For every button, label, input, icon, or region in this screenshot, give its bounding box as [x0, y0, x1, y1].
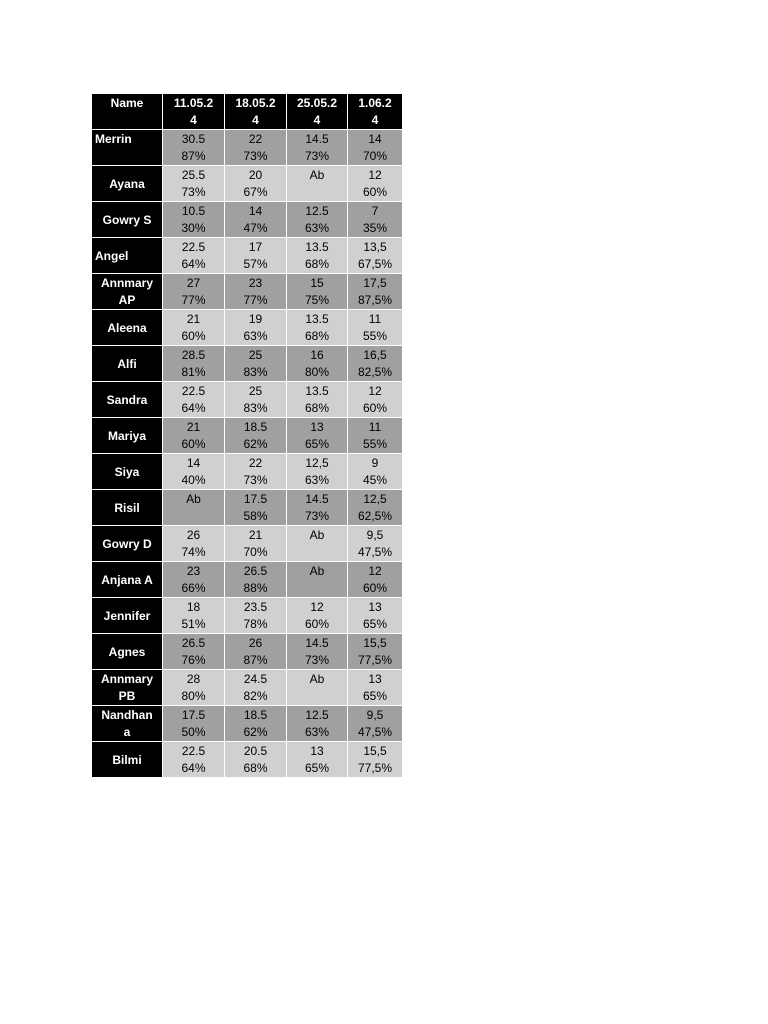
student-name-line: Gowry S — [102, 212, 152, 227]
score-cell — [287, 130, 348, 166]
score-percent: 40% — [181, 473, 206, 487]
score-percent: 62% — [243, 725, 268, 739]
score-value: 16 — [310, 348, 324, 362]
score-cell — [225, 670, 287, 706]
score-percent: 45% — [362, 473, 388, 487]
score-value: 13.5 — [305, 240, 329, 254]
student-name — [92, 274, 163, 310]
score-value: 12 — [368, 384, 382, 398]
score-value: 12.5 — [305, 204, 329, 218]
table-row — [92, 130, 403, 166]
score-cell — [225, 526, 287, 562]
student-name-line: a — [123, 725, 131, 739]
score-cell — [287, 670, 348, 706]
score-cell — [287, 526, 348, 562]
score-percent: 60% — [362, 185, 388, 199]
score-value: 13 — [310, 744, 324, 758]
score-value: 14 — [248, 204, 263, 218]
score-percent: 77,5% — [357, 653, 393, 667]
score-percent: 83% — [243, 365, 268, 379]
score-value: 14 — [186, 456, 201, 470]
score-cell — [287, 382, 348, 418]
score-cell — [225, 418, 287, 454]
score-cell — [163, 742, 225, 778]
score-percent: 62,5% — [357, 509, 393, 523]
student-name — [92, 130, 163, 166]
student-name-line: Alfi — [117, 356, 137, 371]
score-percent: 74% — [181, 545, 206, 559]
score-cell — [287, 742, 348, 778]
score-value: 18 — [186, 600, 201, 614]
score-cell — [287, 238, 348, 274]
table-row — [92, 166, 403, 202]
score-cell — [163, 670, 225, 706]
score-value: 23.5 — [243, 600, 268, 614]
score-cell — [225, 382, 287, 418]
score-percent: 65% — [362, 617, 388, 631]
student-name-line: Risil — [114, 500, 140, 515]
score-percent: 35% — [362, 221, 388, 235]
score-value: 28.5 — [181, 348, 206, 362]
score-percent: 73% — [304, 149, 330, 163]
score-cell — [348, 310, 403, 346]
score-percent: 64% — [181, 401, 206, 415]
score-percent: 87% — [181, 149, 206, 163]
score-cell — [163, 202, 225, 238]
table-row — [92, 742, 403, 778]
score-percent: 30% — [181, 221, 206, 235]
score-value: 14.5 — [305, 636, 329, 650]
student-name — [92, 346, 163, 382]
table-row — [92, 346, 403, 382]
score-percent: 51% — [181, 617, 206, 631]
score-value: 23 — [186, 564, 201, 578]
score-value: 16,5 — [363, 348, 387, 362]
score-value: 11 — [368, 312, 382, 326]
score-percent: 78% — [243, 617, 268, 631]
score-cell — [287, 490, 348, 526]
student-name-line: Nandhan — [101, 708, 153, 722]
score-value: 26 — [186, 528, 201, 542]
score-cell — [348, 382, 403, 418]
score-cell — [287, 454, 348, 490]
score-value: 17 — [248, 240, 263, 254]
table-row — [92, 598, 403, 634]
table-row — [92, 310, 403, 346]
score-value: 15,5 — [363, 744, 387, 758]
score-percent: 63% — [304, 473, 330, 487]
score-percent: 60% — [181, 437, 206, 451]
score-percent: 67% — [243, 185, 268, 199]
score-cell — [163, 598, 225, 634]
score-cell — [348, 598, 403, 634]
score-value: 12 — [368, 564, 382, 578]
student-name-line: Siya — [114, 464, 140, 479]
score-percent: 65% — [304, 437, 330, 451]
score-cell — [348, 274, 403, 310]
score-value: 12 — [310, 600, 324, 614]
score-value: 13 — [368, 672, 382, 686]
score-percent: 60% — [304, 617, 330, 631]
score-value: 21 — [248, 528, 263, 542]
score-percent: 64% — [181, 257, 206, 271]
student-name-line: Annmary — [100, 276, 153, 290]
score-value: 15 — [310, 276, 324, 290]
score-value: 23 — [248, 276, 263, 290]
score-cell — [163, 526, 225, 562]
score-percent: 68% — [304, 401, 330, 415]
score-value: 14.5 — [305, 132, 329, 146]
score-value: 20.5 — [243, 744, 268, 758]
score-cell — [348, 346, 403, 382]
student-name-line: Angel — [95, 248, 129, 263]
score-cell — [163, 454, 225, 490]
table-row — [92, 670, 403, 706]
score-value: 24.5 — [243, 672, 268, 686]
score-cell — [287, 202, 348, 238]
score-cell — [225, 706, 287, 742]
student-name-line: Mariya — [107, 428, 147, 443]
table-row — [92, 382, 403, 418]
table-row — [92, 202, 403, 238]
score-value: 13 — [368, 600, 382, 614]
score-percent: 82,5% — [357, 365, 393, 379]
student-name-line: Sandra — [106, 392, 148, 407]
score-cell — [225, 130, 287, 166]
student-name-line: Ayana — [109, 176, 145, 191]
score-percent: 83% — [243, 401, 268, 415]
score-cell — [348, 490, 403, 526]
score-value: Ab — [309, 672, 325, 686]
score-percent: 73% — [304, 509, 330, 523]
score-cell — [348, 238, 403, 274]
score-value: 15,5 — [363, 636, 387, 650]
student-name — [92, 598, 163, 634]
student-name-line: Gowry D — [102, 536, 152, 551]
score-percent: 68% — [304, 329, 330, 343]
student-name — [92, 382, 163, 418]
score-value: 27 — [186, 276, 201, 290]
score-cell — [287, 310, 348, 346]
header-date-3: 25.05.2 4 — [287, 94, 348, 130]
score-value: Ab — [309, 564, 325, 578]
score-percent: 73% — [243, 149, 268, 163]
score-cell — [225, 742, 287, 778]
header-date-2: 18.05.2 4 — [225, 94, 287, 130]
score-cell — [225, 202, 287, 238]
student-name-line: Anjana A — [101, 572, 153, 587]
score-value: 22 — [248, 132, 263, 146]
score-percent: 88% — [243, 581, 268, 595]
score-value: 11 — [368, 420, 382, 434]
score-value: 9,5 — [366, 708, 384, 722]
student-name — [92, 526, 163, 562]
score-cell — [287, 562, 348, 598]
score-cell — [348, 562, 403, 598]
score-cell — [287, 274, 348, 310]
score-value: 26.5 — [181, 636, 206, 650]
score-cell — [163, 490, 225, 526]
score-percent: 81% — [181, 365, 206, 379]
score-value: 22 — [248, 456, 263, 470]
score-value: 13.5 — [305, 312, 329, 326]
table-row — [92, 634, 403, 670]
score-value: 9 — [371, 456, 379, 470]
score-cell — [348, 634, 403, 670]
score-cell — [287, 418, 348, 454]
score-percent: 76% — [181, 653, 206, 667]
score-cell — [348, 454, 403, 490]
table-row — [92, 418, 403, 454]
score-value: 22.5 — [181, 384, 206, 398]
score-value: 10.5 — [181, 204, 206, 218]
score-percent: 50% — [181, 725, 206, 739]
score-percent: 73% — [243, 473, 268, 487]
score-cell — [348, 526, 403, 562]
score-percent: 82% — [243, 689, 268, 703]
score-percent: 63% — [304, 221, 330, 235]
score-percent: 47% — [243, 221, 268, 235]
score-value: 12 — [368, 168, 382, 182]
score-value: Ab — [309, 528, 325, 542]
score-percent: 73% — [181, 185, 206, 199]
table-row — [92, 454, 403, 490]
score-cell — [225, 346, 287, 382]
score-value: 13,5 — [363, 240, 387, 254]
score-value: 21 — [186, 420, 201, 434]
score-cell — [163, 238, 225, 274]
score-percent: 70% — [362, 149, 388, 163]
score-table — [91, 93, 403, 778]
score-value: 17.5 — [181, 708, 206, 722]
student-name — [92, 238, 163, 274]
table-row — [92, 706, 403, 742]
score-percent: 58% — [243, 509, 268, 523]
score-cell — [348, 670, 403, 706]
table-body — [92, 130, 403, 778]
score-percent: 47,5% — [357, 725, 393, 739]
score-value: 28 — [186, 672, 201, 686]
score-percent: 60% — [362, 581, 388, 595]
score-cell — [163, 418, 225, 454]
score-value: 17,5 — [363, 276, 387, 290]
score-percent: 55% — [362, 329, 388, 343]
table-row — [92, 274, 403, 310]
score-cell — [163, 166, 225, 202]
score-percent: 65% — [362, 689, 388, 703]
table-row — [92, 490, 403, 526]
score-value: Ab — [309, 168, 325, 182]
score-percent: 57% — [243, 257, 268, 271]
score-cell — [225, 454, 287, 490]
score-cell — [163, 562, 225, 598]
student-name — [92, 166, 163, 202]
score-percent: 62% — [243, 437, 268, 451]
score-cell — [287, 706, 348, 742]
score-cell — [225, 634, 287, 670]
header-row — [92, 94, 403, 130]
score-cell — [225, 238, 287, 274]
score-percent: 60% — [181, 329, 206, 343]
student-name — [92, 490, 163, 526]
score-percent: 63% — [304, 725, 330, 739]
student-name — [92, 310, 163, 346]
student-name — [92, 670, 163, 706]
score-value: 25 — [248, 384, 263, 398]
score-cell — [287, 166, 348, 202]
table-row — [92, 562, 403, 598]
score-cell — [348, 130, 403, 166]
score-cell — [225, 598, 287, 634]
score-value: 9,5 — [366, 528, 384, 542]
student-name-line: Jennifer — [103, 608, 151, 623]
score-percent: 55% — [362, 437, 388, 451]
score-value: 13 — [310, 420, 324, 434]
score-cell — [225, 490, 287, 526]
score-cell — [163, 706, 225, 742]
score-cell — [225, 310, 287, 346]
score-percent: 80% — [304, 365, 330, 379]
score-percent: 70% — [243, 545, 268, 559]
student-name-line: Annmary — [100, 672, 153, 686]
student-name-line: Bilmi — [112, 752, 142, 767]
score-cell — [348, 742, 403, 778]
score-percent: 77% — [243, 293, 268, 307]
score-value: 22.5 — [181, 240, 206, 254]
score-cell — [287, 346, 348, 382]
header-date-1: 11.05.2 4 — [163, 94, 225, 130]
score-cell — [225, 562, 287, 598]
table-row — [92, 526, 403, 562]
student-name — [92, 202, 163, 238]
score-percent: 73% — [304, 653, 330, 667]
score-percent: 47,5% — [357, 545, 393, 559]
score-percent: 87,5% — [357, 293, 393, 307]
score-cell — [163, 274, 225, 310]
score-value: 30.5 — [181, 132, 206, 146]
score-percent: 66% — [181, 581, 206, 595]
score-value: 19 — [248, 312, 263, 326]
score-value: 18.5 — [243, 708, 268, 722]
score-percent: 64% — [181, 761, 206, 775]
score-cell — [225, 274, 287, 310]
score-percent: 63% — [243, 329, 268, 343]
score-value: 22.5 — [181, 744, 206, 758]
score-value: 21 — [186, 312, 201, 326]
score-percent: 68% — [243, 761, 268, 775]
score-value: 17.5 — [243, 492, 268, 506]
score-cell — [163, 382, 225, 418]
score-value: 12.5 — [305, 708, 329, 722]
score-cell — [348, 202, 403, 238]
student-name-line: Merrin — [95, 132, 132, 146]
header-name: Name — [92, 94, 163, 130]
student-name-line: PB — [118, 689, 136, 703]
score-value: 12,5 — [305, 456, 329, 470]
score-cell — [348, 418, 403, 454]
score-percent: 60% — [362, 401, 388, 415]
score-value: 14 — [368, 132, 382, 146]
score-percent: 80% — [181, 689, 206, 703]
score-percent: 75% — [304, 293, 330, 307]
header-date-4: 1.06.2 4 — [348, 94, 403, 130]
score-value: 13.5 — [305, 384, 329, 398]
student-name-line: AP — [118, 293, 136, 307]
student-name — [92, 634, 163, 670]
score-cell — [287, 598, 348, 634]
student-name — [92, 418, 163, 454]
student-name-line: Agnes — [108, 644, 146, 659]
score-value: 25 — [248, 348, 263, 362]
score-value: 25.5 — [181, 168, 206, 182]
score-percent: 67,5% — [357, 257, 393, 271]
score-percent: 68% — [304, 257, 330, 271]
score-cell — [163, 346, 225, 382]
table-row — [92, 238, 403, 274]
score-value: 12,5 — [363, 492, 387, 506]
score-cell — [163, 310, 225, 346]
score-value: 20 — [248, 168, 263, 182]
score-cell — [163, 130, 225, 166]
score-cell — [348, 166, 403, 202]
score-value: 14.5 — [305, 492, 329, 506]
score-value: 26.5 — [243, 564, 268, 578]
score-cell — [225, 166, 287, 202]
student-name — [92, 454, 163, 490]
score-cell — [348, 706, 403, 742]
score-percent: 87% — [243, 653, 268, 667]
score-value: Ab — [186, 492, 201, 506]
score-percent: 77% — [181, 293, 206, 307]
score-value: 18.5 — [243, 420, 268, 434]
score-value: 26 — [248, 636, 263, 650]
student-name — [92, 706, 163, 742]
student-name — [92, 742, 163, 778]
score-value: 7 — [371, 204, 379, 218]
score-percent: 65% — [304, 761, 330, 775]
student-name — [92, 562, 163, 598]
student-name-line: Aleena — [107, 320, 147, 335]
score-cell — [163, 634, 225, 670]
score-cell — [287, 634, 348, 670]
score-percent: 77,5% — [357, 761, 393, 775]
